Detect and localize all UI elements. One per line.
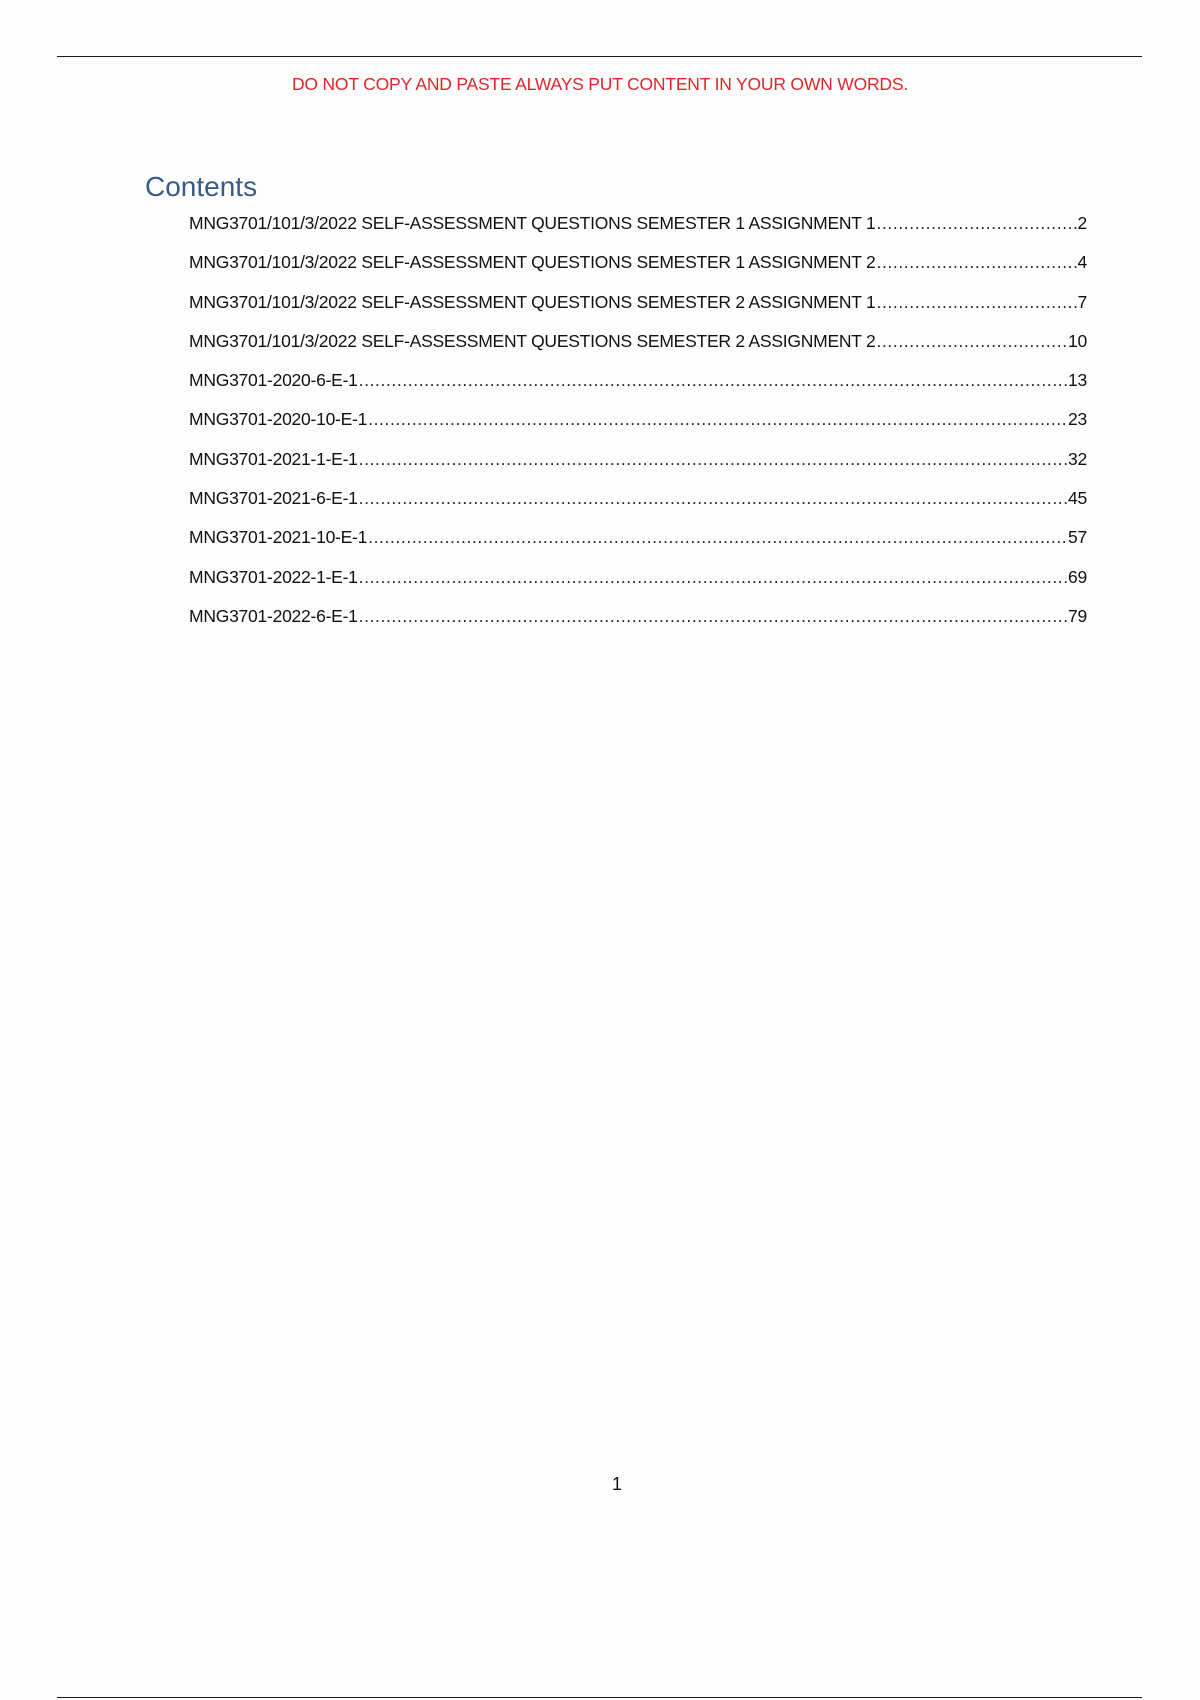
toc-entry-title: MNG3701/101/3/2022 SELF-ASSESSMENT QUESTIONS SEMESTER 2 ASSIGNMENT 1 [189,291,876,312]
toc-dot-leader [877,331,1068,352]
toc-entry-page: 69 [1068,566,1087,587]
footer-rule [57,1697,1142,1698]
toc-entry[interactable] [189,252,1087,291]
toc-entry-title: MNG3701-2022-1-E-1 [189,566,358,587]
toc-entry[interactable] [189,370,1087,409]
toc-entry[interactable] [189,292,1087,331]
toc-entry-page: 45 [1068,488,1087,509]
toc-entry-page: 57 [1068,527,1087,548]
toc-entry-page: 32 [1068,448,1087,469]
toc-entry[interactable] [189,331,1087,370]
toc-entry-title: MNG3701-2020-6-E-1 [189,370,358,391]
header-rule [57,56,1142,57]
toc-entry-page: 7 [1077,291,1087,312]
toc-dot-leader [359,449,1067,470]
toc-entry-page: 2 [1077,213,1087,233]
toc-entry-title: MNG3701-2021-10-E-1 [189,527,368,548]
toc-entry-title: MNG3701/101/3/2022 SELF-ASSESSMENT QUESTIONS SEMESTER 1 ASSIGNMENT 2 [189,252,876,273]
toc-dot-leader [368,409,1067,430]
toc-dot-leader [359,488,1067,509]
toc-entry[interactable] [189,606,1087,645]
toc-heading: Contents [145,171,258,202]
toc-entry-title: MNG3701-2021-6-E-1 [189,488,358,509]
toc-entry-page: 4 [1077,252,1087,273]
copy-warning: DO NOT COPY AND PASTE ALWAYS PUT CONTENT IN YOUR OWN WORDS. [291,74,909,94]
toc-entry-title: MNG3701/101/3/2022 SELF-ASSESSMENT QUESTIONS SEMESTER 2 ASSIGNMENT 2 [189,330,876,351]
toc-dot-leader [368,527,1067,548]
toc-dot-leader [359,567,1067,588]
toc-dot-leader [877,292,1077,313]
toc-entry[interactable] [189,527,1087,566]
toc-entry[interactable] [189,213,1087,252]
toc-entry-title: MNG3701-2020-10-E-1 [189,409,368,430]
toc-dot-leader [877,252,1077,273]
toc-entry-title: MNG3701-2022-6-E-1 [189,605,358,626]
toc-entry-title: MNG3701/101/3/2022 SELF-ASSESSMENT QUESTIONS SEMESTER 1 ASSIGNMENT 1 [189,213,876,233]
toc-entry[interactable] [189,409,1087,448]
toc-entry-page: 79 [1068,605,1087,626]
toc-entry-page: 13 [1068,370,1087,391]
toc-entry[interactable] [189,488,1087,527]
toc-entry-page: 10 [1068,330,1087,351]
table-of-contents [189,213,1087,645]
page-number: 1 [611,1474,622,1494]
toc-entry[interactable] [189,449,1087,488]
toc-dot-leader [877,213,1077,234]
toc-entry[interactable] [189,567,1087,606]
toc-dot-leader [359,606,1067,627]
toc-dot-leader [359,370,1067,391]
toc-entry-page: 23 [1068,409,1087,430]
toc-entry-title: MNG3701-2021-1-E-1 [189,448,358,469]
